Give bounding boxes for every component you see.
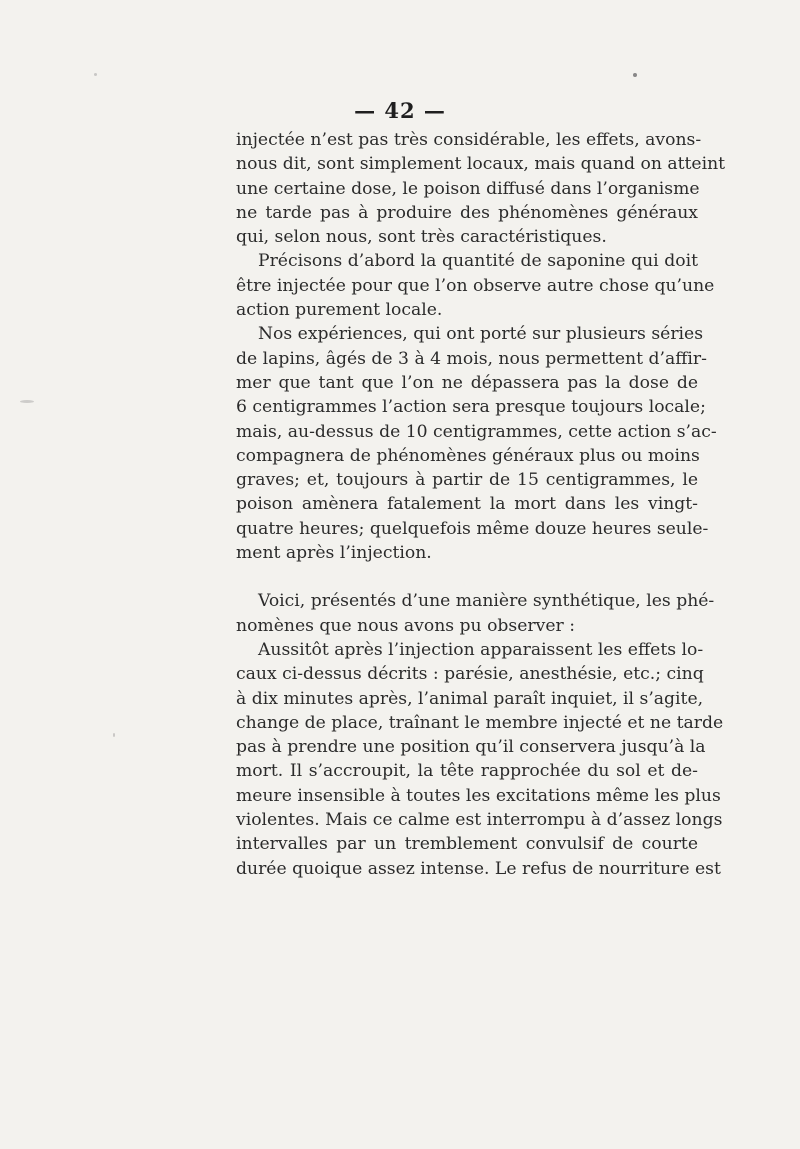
text-line: mais, au-dessus de 10 centigrammes, cette action s’ac- bbox=[236, 421, 717, 442]
body-text bbox=[236, 128, 726, 881]
text-line: être injectée pour que l’on observe autre chose qu’une bbox=[236, 275, 715, 296]
text-line: mer que tant que l’on ne dépassera pas la dose de bbox=[236, 372, 698, 393]
text-line: durée quoique assez intense. Le refus de nourriture est bbox=[236, 858, 721, 879]
text-line: Aussitôt après l’injection apparaissent les effets lo- bbox=[258, 639, 704, 660]
text-line: à dix minutes après, l’animal paraît inquiet, il s’agite, bbox=[236, 688, 704, 709]
scan-speck bbox=[94, 73, 97, 76]
paragraph bbox=[236, 638, 724, 881]
scan-speck bbox=[633, 73, 637, 77]
text-line: ne tarde pas à produire des phénomènes généraux bbox=[236, 202, 698, 223]
text-line: pas à prendre une position qu’il conservera jusqu’à la bbox=[236, 737, 706, 758]
text-line: Nos expériences, qui ont porté sur plusieurs séries bbox=[258, 324, 704, 345]
text-line: violentes. Mais ce calme est interrompu à d’assez longs bbox=[236, 810, 723, 831]
text-line: change de place, traînant le membre injecté et ne tarde bbox=[236, 712, 724, 733]
scan-speck bbox=[113, 733, 115, 737]
paragraph bbox=[236, 249, 715, 322]
text-line: nous dit, sont simplement locaux, mais quand on atteint bbox=[236, 154, 726, 175]
text-line: injectée n’est pas très considérable, les effets, avons- bbox=[236, 130, 702, 150]
paragraph-gap bbox=[236, 565, 698, 589]
text-line: graves; et, toujours à partir de 15 centigrammes, le bbox=[236, 470, 698, 491]
page-number: — 42 — bbox=[354, 98, 446, 123]
paragraph bbox=[236, 322, 717, 565]
paragraph bbox=[236, 589, 715, 638]
text-line: nomènes que nous avons pu observer : bbox=[236, 615, 575, 636]
text-line: Voici, présentés d’une manière synthétique, les phé- bbox=[258, 591, 715, 612]
text-line: action purement locale. bbox=[236, 300, 443, 321]
text-line: compagnera de phénomènes généraux plus ou moins bbox=[236, 445, 700, 466]
text-line: ment après l’injection. bbox=[236, 543, 432, 564]
text-line: quatre heures; quelquefois même douze heures seule- bbox=[236, 518, 709, 539]
text-line: meure insensible à toutes les excitations même les plus bbox=[236, 785, 721, 806]
text-line: caux ci-dessus décrits : parésie, anesthésie, etc.; cinq bbox=[236, 664, 704, 685]
text-line: de lapins, âgés de 3 à 4 mois, nous permettent d’affir- bbox=[236, 348, 707, 369]
text-line: intervalles par un tremblement convulsif de courte bbox=[236, 834, 698, 855]
paragraph bbox=[236, 128, 726, 249]
text-line: Précisons d’abord la quantité de saponine qui doit bbox=[258, 251, 698, 272]
scan-speck bbox=[20, 400, 34, 403]
text-line: une certaine dose, le poison diffusé dans l’organisme bbox=[236, 178, 700, 199]
text-line: 6 centigrammes l’action sera presque toujours locale; bbox=[236, 397, 706, 418]
text-line: qui, selon nous, sont très caractéristiques. bbox=[236, 227, 607, 248]
text-line: poison amènera fatalement la mort dans les vingt- bbox=[236, 494, 698, 515]
text-line: mort. Il s’accroupit, la tête rapprochée du sol et de- bbox=[236, 761, 698, 782]
